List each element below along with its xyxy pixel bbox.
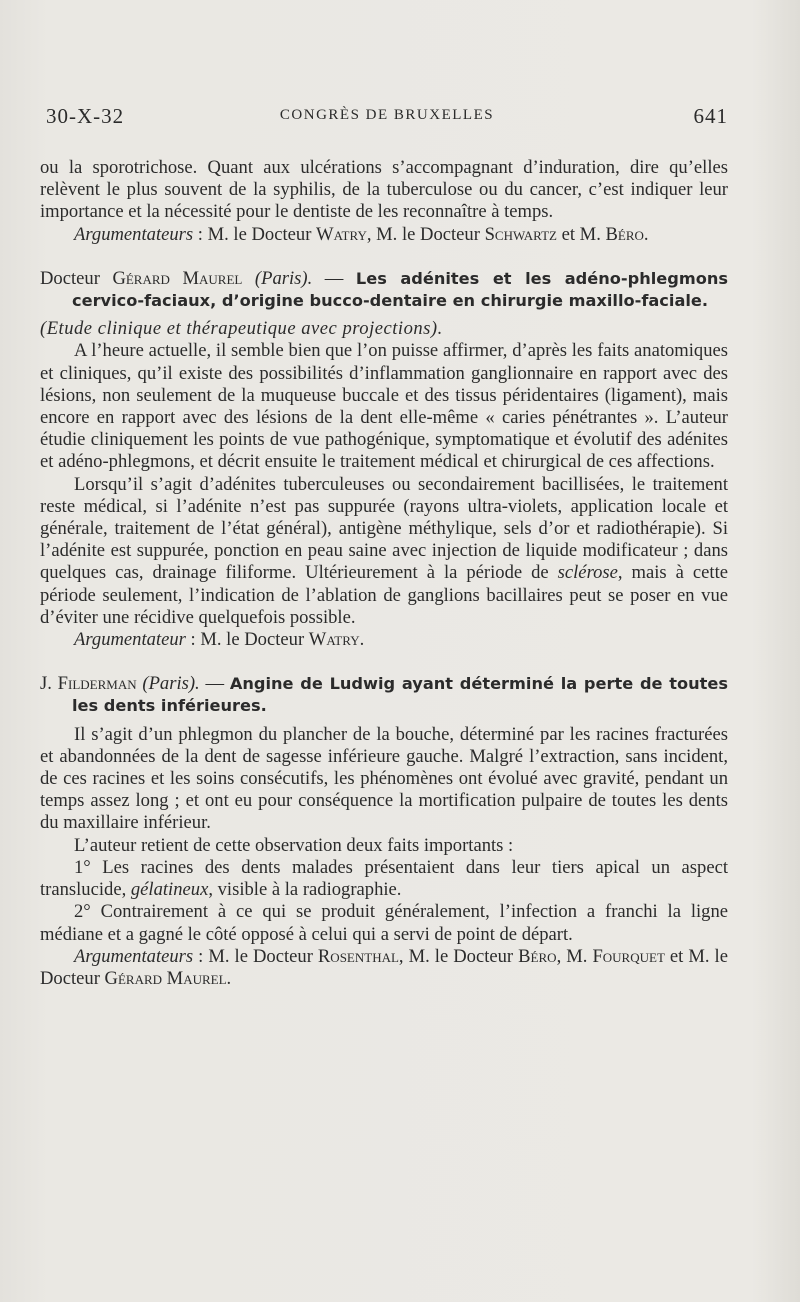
header-title: CONGRÈS DE BRUXELLES	[279, 107, 495, 123]
page-number: 641	[693, 104, 728, 128]
spacer	[40, 246, 728, 268]
argumentateurs-label: Argumentateurs	[74, 223, 194, 245]
author-place: (Paris).	[242, 267, 313, 289]
person-name: Watry	[316, 223, 367, 245]
author-name: Filderman	[57, 673, 137, 695]
section-heading: Docteur Gérard Maurel (Paris). — Les adénites et les adéno-phlegmons cervico-faciaux, d’origine bucco-dentaire en chirurgie maxillo-faciale.	[40, 267, 728, 311]
paragraph: Il s’agit d’un phlegmon du plancher de la bouche, déterminé par les racines fracturées et abandonnées de la dent de sagesse inférieure gauche. Malgré l’extraction, sans incident, de ces racines et les soins consécutifs, les phénomènes ont évolué avec gravité, pendant un temps assez long ; et ont eu pour conséquence la mortification pulpaire de toutes les dents du maxillaire inférieur.	[40, 723, 728, 834]
section-title: Les adénites et les adéno-phlegmons cervico-faciaux, d’origine bucco-dentaire en chirurgie maxillo-faciale.	[72, 268, 728, 311]
person-name: Fourquet	[592, 945, 665, 967]
person-name: Rosenthal	[317, 945, 399, 967]
person-name: Béro	[605, 223, 644, 245]
list-item: 1° Les racines des dents malades présentaient dans leur tiers apical un aspect translucide, gélatineux, visible à la radiographie.	[40, 856, 728, 901]
person-name: Béro	[518, 945, 557, 967]
paragraph-continuation: ou la sporotrichose. Quant aux ulcérations s’accompagnant d’induration, dire qu’elles relèvent le plus souvent de la syphilis, de la tuberculose ou du cancer, c’est indiquer leur importance et la nécessité pour le dentiste de les reconnaître à temps.	[40, 157, 728, 223]
paragraph: A l’heure actuelle, il semble bien que l’on puisse affirmer, d’après les faits anatomiques et cliniques, qu’il existe des possibilités d’inflammation ganglionnaire en rapport avec des lésions, non seulement de la muqueuse buccale et des tissus péridentaires (ligament), mais encore en rapport avec des lésions de la dent elle-même « caries pénétrantes ». L’auteur étudie cliniquement les points de vue pathogénique, symptomatique et évolutif des adénites et adéno-phlegmons, et décrit ensuite le traitement médical et chirurgical de ces affections.	[40, 340, 728, 473]
paragraph: Lorsqu’il s’agit d’adénites tuberculeuses ou secondairement bacillisées, le traitement reste médical, si l’adénite n’est pas suppurée (rayons ultra-violets, application locale et générale, traitement de l’état général), antigène méthylique, sels d’or et radiothérapie). Si l’adénite est suppurée, ponction en peau saine avec injection de liquide modificateur ; dans quelques cas, drainage filiforme. Ultérieurement à la période de sclérose, mais à cette période seulement, l’indication de l’ablation de ganglions bacillaires peut se poser en vue d’éviter une récidive quelquefois possible.	[40, 473, 728, 628]
argumentateur-label: Argumentateur	[74, 629, 186, 651]
paragraph: L’auteur retient de cette observation deux faits importants :	[74, 834, 514, 856]
argumentateurs-line: Argumentateurs : M. le Docteur Watry, M. le Docteur Schwartz et M. Béro.	[74, 223, 649, 245]
section-title: Angine de Ludwig ayant déterminé la perte de toutes les dents inférieures.	[72, 674, 728, 716]
section-subtitle: (Etude clinique et thérapeutique avec projections).	[40, 318, 443, 340]
person-name: Gérard Maurel	[104, 967, 227, 989]
argumentateurs-line: Argumentateurs : M. le Docteur Rosenthal, M. le Docteur Béro, M. Fourquet et M. le Docteur Gérard Maurel.	[40, 945, 728, 989]
person-name: Watry	[308, 629, 360, 651]
header-date: 30-X-32	[46, 104, 125, 128]
list-item: 2° Contrairement à ce qui se produit généralement, l’infection a franchi la ligne médiane et a gagné le côté opposé à celui qui a servi de point de départ.	[40, 901, 728, 945]
author-place: (Paris).	[136, 673, 200, 695]
spacer	[40, 651, 728, 673]
argumentateurs-label: Argumentateurs	[74, 945, 194, 967]
person-name: Schwartz	[484, 223, 557, 245]
author-name: Gérard Maurel	[112, 267, 243, 289]
argumentateur-line: Argumentateur : M. le Docteur Watry.	[74, 629, 365, 651]
page-body	[40, 157, 728, 990]
section-heading: J. Filderman (Paris). — Angine de Ludwig ayant déterminé la perte de toutes les dents inférieures.	[40, 673, 728, 716]
